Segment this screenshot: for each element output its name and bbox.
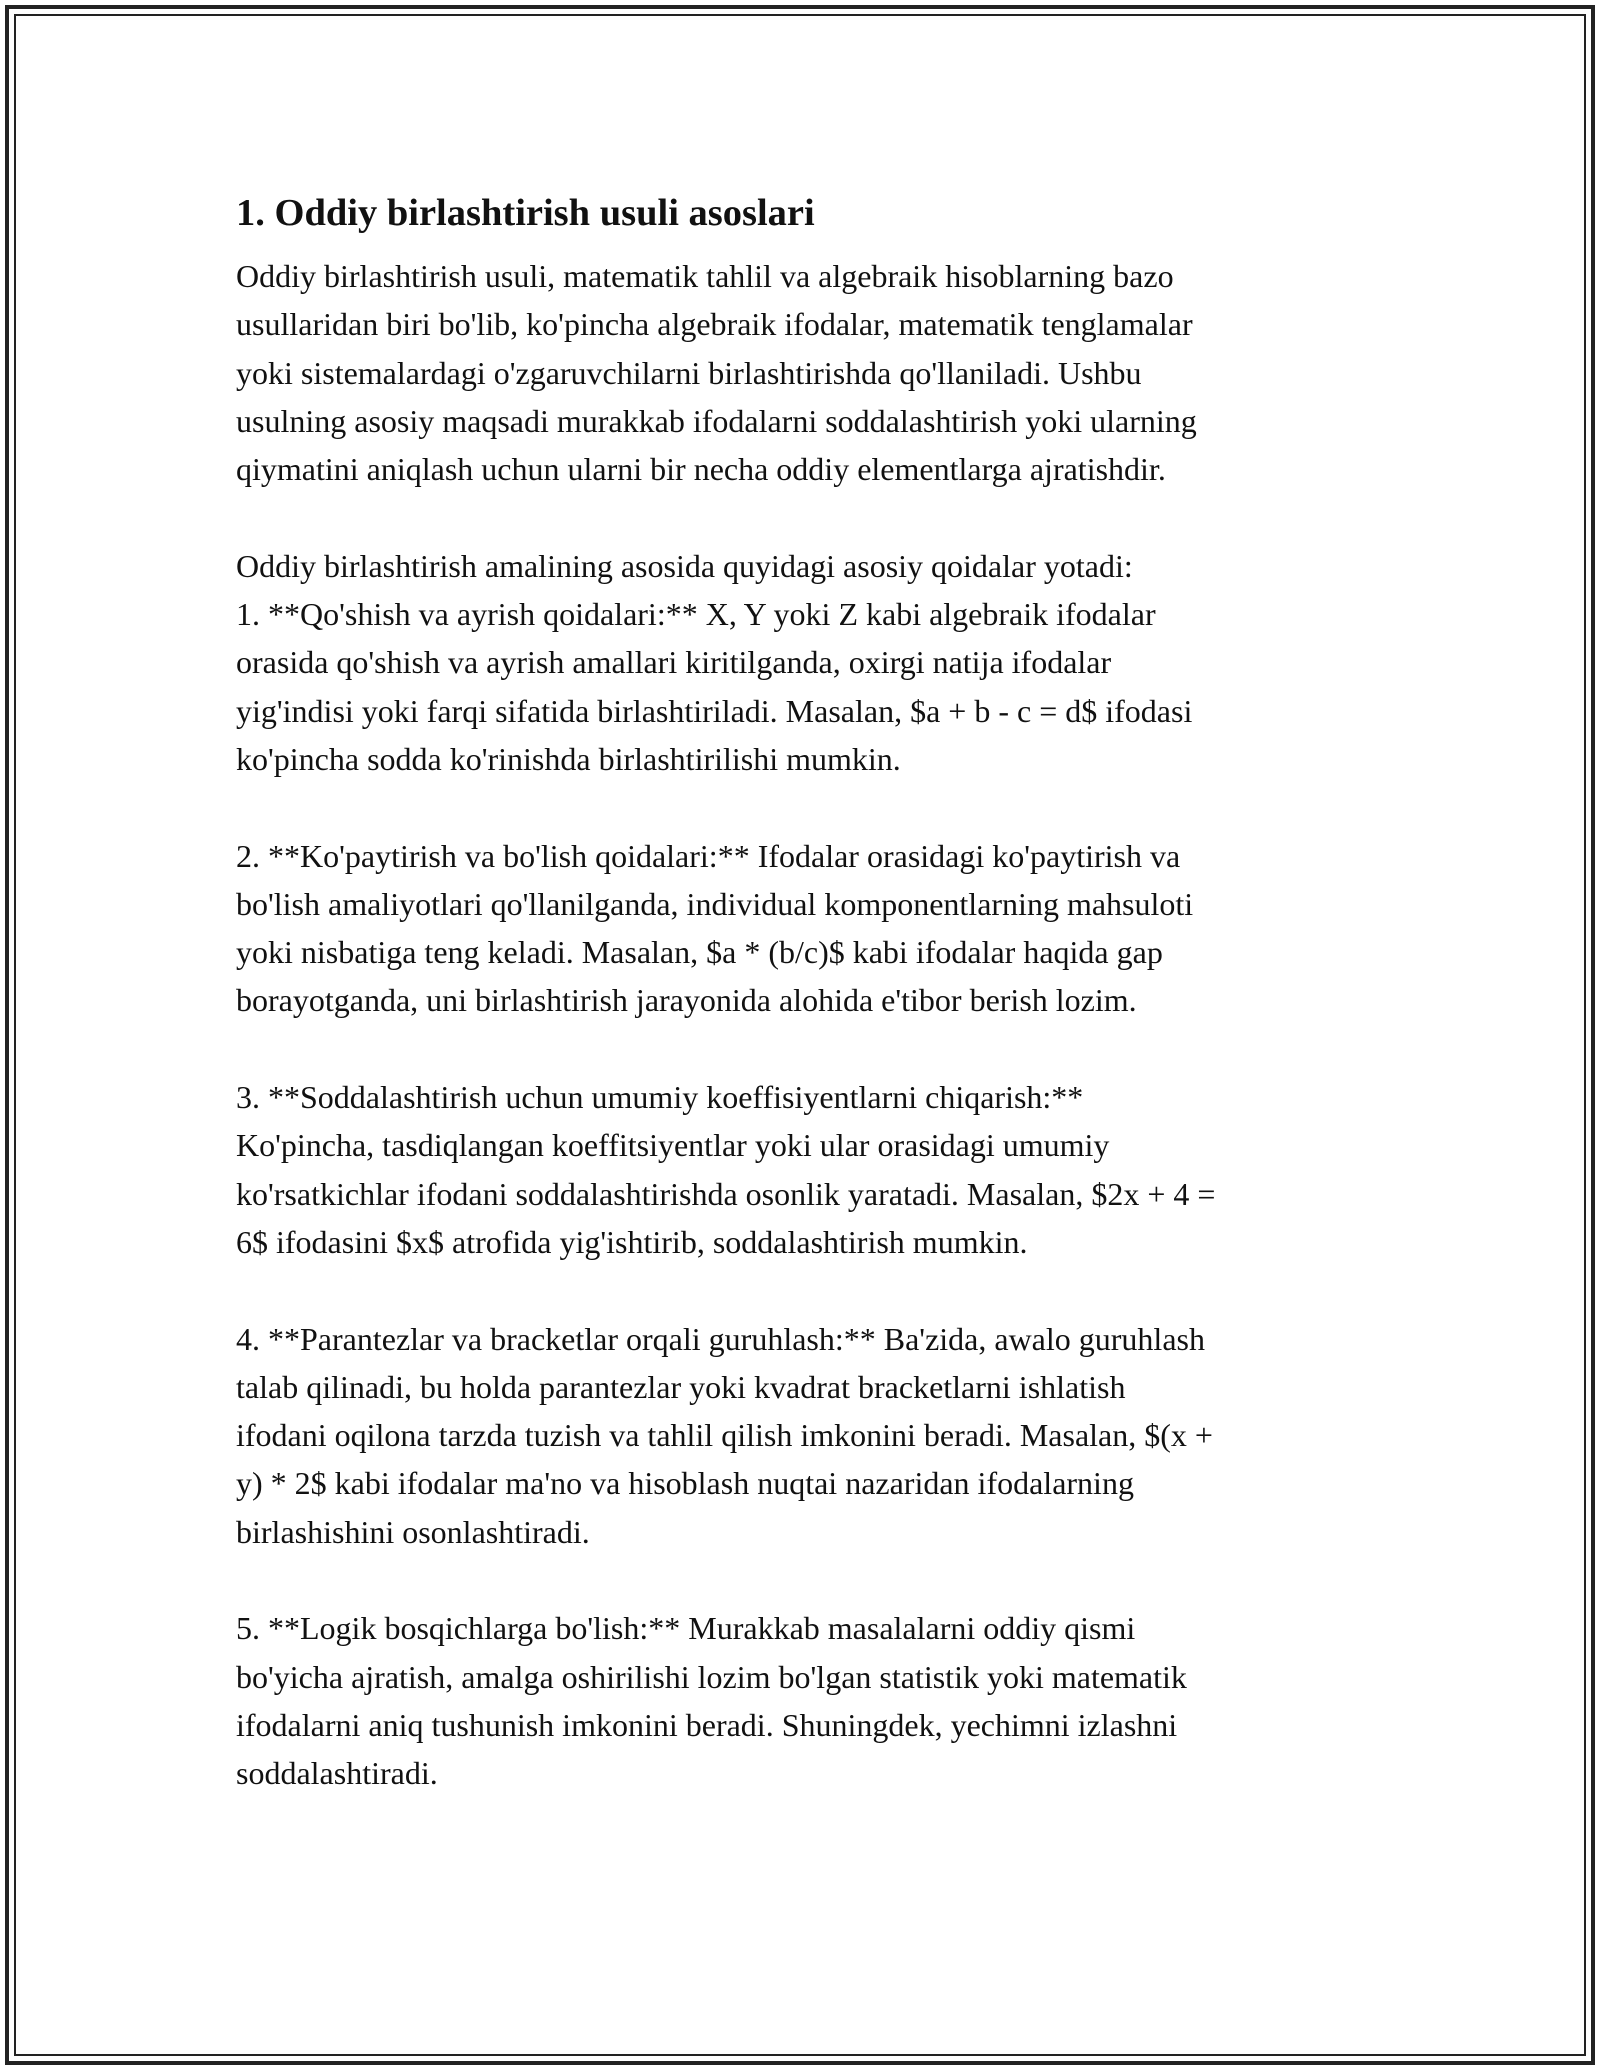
text-line: 4. **Parantezlar va bracketlar orqali guruhlash:** Ba'zida, awalo guruhlash	[236, 1320, 1205, 1357]
text-line: bo'lish amaliyotlari qo'llanilganda, individual komponentlarning mahsuloti	[236, 885, 1194, 922]
text-line: talab qilinadi, bu holda parantezlar yoki kvadrat bracketlarni ishlatish	[236, 1368, 1126, 1405]
lead-line: Oddiy birlashtirish amalining asosida quyidagi asosiy qoidalar yotadi:	[236, 547, 1133, 584]
text-line: birlashishini osonlashtiradi.	[236, 1513, 590, 1550]
text-line: yoki nisbatiga teng keladi. Masalan, $a * (b/c)$ kabi ifodalar haqida gap	[236, 934, 1163, 971]
paragraph-gap	[236, 1556, 1366, 1604]
text-line: ko'pincha sodda ko'rinishda birlashtirilishi mumkin.	[236, 740, 901, 777]
text-line: 6$ ifodasini $x$ atrofida yig'ishtirib, soddalashtirish mumkin.	[236, 1223, 1028, 1260]
text-line: qiymatini aniqlash uchun ularni bir necha oddiy elementlarga ajratishdir.	[236, 451, 1166, 488]
text-line: ifodalarni aniq tushunish imkonini beradi. Shuningdek, yechimni izlashni	[236, 1706, 1178, 1743]
text-line: usullaridan biri bo'lib, ko'pincha algebraik ifodalar, matematik tenglamalar	[236, 306, 1193, 343]
section-heading: 1. Oddiy birlashtirish usuli asoslari	[236, 192, 815, 234]
text-line: yoki sistemalardagi o'zgaruvchilarni birlashtirishda qo'llaniladi. Ushbu	[236, 354, 1142, 391]
paragraph-gap	[236, 783, 1366, 831]
text-line: soddalashtiradi.	[236, 1755, 438, 1792]
rule-item-2	[236, 832, 1366, 1073]
document-body	[236, 186, 1366, 1798]
text-line: ifodani oqilona tarzda tuzish va tahlil qilish imkonini beradi. Masalan, $(x +	[236, 1417, 1213, 1454]
text-line: Oddiy birlashtirish usuli, matematik tahlil va algebraik hisoblarning bazo	[236, 258, 1174, 294]
text-line: 5. **Logik bosqichlarga bo'lish:** Murakkab masalalarni oddiy qismi	[236, 1610, 1136, 1647]
rule-item-5	[236, 1604, 1366, 1797]
text-line: ko'rsatkichlar ifodani soddalashtirishda osonlik yaratadi. Masalan, $2x + 4 =	[236, 1175, 1216, 1212]
intro-paragraph	[236, 252, 1366, 590]
rule-item-1	[236, 590, 1366, 831]
paragraph-gap	[236, 493, 1366, 541]
text-line: orasida qo'shish va ayrish amallari kiritilganda, oxirgi natija ifodalar	[236, 644, 1112, 681]
paragraph-gap	[236, 1266, 1366, 1314]
text-line: 2. **Ko'paytirish va bo'lish qoidalari:** Ifodalar orasidagi ko'paytirish va	[236, 837, 1181, 874]
text-line: 3. **Soddalashtirish uchun umumiy koeffisiyentlarni chiqarish:**	[236, 1079, 1084, 1116]
text-line: Ko'pincha, tasdiqlangan koeffitsiyentlar yoki ular orasidagi umumiy	[236, 1127, 1110, 1164]
text-line: usulning asosiy maqsadi murakkab ifodalarni soddalashtirish yoki ularning	[236, 402, 1197, 439]
text-line: bo'yicha ajratish, amalga oshirilishi lozim bo'lgan statistik yoki matematik	[236, 1658, 1187, 1695]
rule-item-4	[236, 1315, 1366, 1605]
text-line: borayotganda, uni birlashtirish jarayonida alohida e'tibor berish lozim.	[236, 982, 1137, 1019]
text-line: yig'indisi yoki farqi sifatida birlashtiriladi. Masalan, $a + b - c = d$ ifodasi	[236, 692, 1193, 729]
paragraph-gap	[236, 1025, 1366, 1073]
text-line: 1. **Qo'shish va ayrish qoidalari:** X, Y yoki Z kabi algebraik ifodalar	[236, 596, 1156, 633]
rule-item-3	[236, 1073, 1366, 1314]
text-line: y) * 2$ kabi ifodalar ma'no va hisoblash nuqtai nazaridan ifodalarning	[236, 1465, 1134, 1502]
